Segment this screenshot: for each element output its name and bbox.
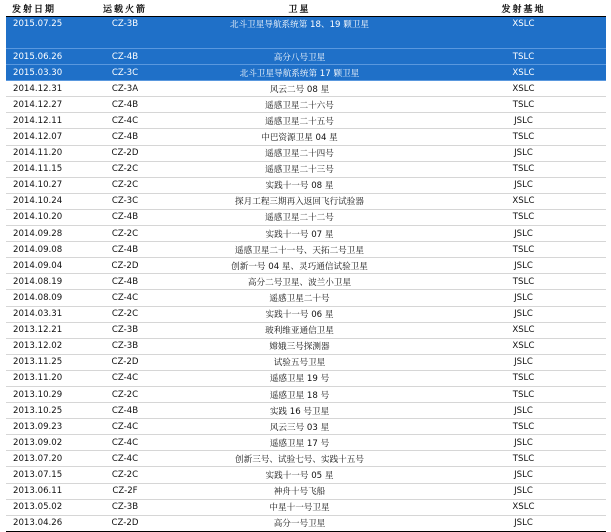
satellite-cell: 遥感卫星 17 号 [158,435,441,451]
date-cell: 2013.11.20 [6,370,92,386]
site-cell: JSLC [441,258,606,274]
date-cell: 2014.09.28 [6,226,92,242]
rocket-cell: CZ-4B [92,209,158,225]
satellite-text: 北斗卫星导航系统第 18、19 颗卫星 [229,20,370,30]
satellite-cell: 创新三号、试验七号、实践十五号 [158,451,441,467]
satellite-cell: 遥感卫星二十三号 [158,161,441,177]
rocket-cell: CZ-4B [92,242,158,258]
date-cell: 2015.06.26 [6,49,92,65]
site-cell: TSLC [441,419,606,435]
satellite-cell: 高分二号卫星、波兰小卫星 [158,274,441,290]
date-cell: 2013.05.02 [6,499,92,515]
satellite-cell: 遥感卫星 19 号 [158,370,441,386]
header-row [6,0,606,17]
table-row [6,193,606,209]
rocket-cell: CZ-4C [92,451,158,467]
site-cell: JSLC [441,306,606,322]
site-cell: TSLC [441,49,606,65]
rocket-cell: CZ-2D [92,515,158,531]
site-cell: XSLC [441,322,606,338]
table-row [6,322,606,338]
table-row [6,49,606,65]
satellite-cell: 遥感卫星二十一号、天拓二号卫星 [158,242,441,258]
satellite-cell: 遥感卫星 18 号 [158,386,441,402]
header-satellite: 卫星 [158,0,441,17]
date-cell: 2013.10.29 [6,386,92,402]
date-cell: 2014.12.11 [6,113,92,129]
date-cell: 2014.10.20 [6,209,92,225]
site-cell: XSLC [441,338,606,354]
date-cell: 2013.07.20 [6,451,92,467]
satellite-cell: 探月工程三期再入返回飞行试验器 [158,193,441,209]
rocket-cell: CZ-2D [92,145,158,161]
satellite-cell: 遥感卫星二十五号 [158,113,441,129]
table-row [6,226,606,242]
header-rocket: 运载火箭 [92,0,158,17]
satellite-cell: 风云二号 08 星 [158,81,441,97]
satellite-cell: 神舟十号飞船 [158,483,441,499]
rocket-cell: CZ-4C [92,419,158,435]
date-cell: 2014.12.07 [6,129,92,145]
date-cell: 2014.11.20 [6,145,92,161]
site-cell: XSLC [441,65,606,81]
table-row [6,177,606,193]
site-cell: TSLC [441,97,606,113]
table-row [6,467,606,483]
site-cell: XSLC [441,499,606,515]
date-cell: 2013.07.15 [6,467,92,483]
satellite-cell: 实践十一号 06 星 [158,306,441,322]
date-cell: 2015.07.25 [6,17,92,49]
rocket-cell: CZ-4C [92,435,158,451]
site-cell: JSLC [441,467,606,483]
satellite-cell: 遥感卫星二十二号 [158,209,441,225]
rocket-cell: CZ-3B [92,338,158,354]
satellite-cell: 遥感卫星二十四号 [158,145,441,161]
table-row [6,435,606,451]
table-row [6,17,606,49]
site-cell: JSLC [441,483,606,499]
satellite-cell: 风云三号 03 星 [158,419,441,435]
site-cell: JSLC [441,403,606,419]
site-cell: TSLC [441,129,606,145]
rocket-cell: CZ-4B [92,129,158,145]
table-row [6,338,606,354]
satellite-cell: 遥感卫星二十号 [158,290,441,306]
rocket-cell: CZ-3C [92,193,158,209]
site-cell: XSLC [441,193,606,209]
table-row [6,515,606,531]
table-row [6,354,606,370]
rocket-cell: CZ-4C [92,290,158,306]
satellite-cell: 中巴资源卫星 04 星 [158,129,441,145]
rocket-cell: CZ-4C [92,370,158,386]
site-cell: JSLC [441,113,606,129]
rocket-cell: CZ-2C [92,226,158,242]
site-cell: JSLC [441,226,606,242]
site-cell: TSLC [441,274,606,290]
table-row [6,81,606,97]
table-row [6,499,606,515]
rocket-cell: CZ-4B [92,49,158,65]
table-row [6,451,606,467]
table-row [6,113,606,129]
satellite-cell [158,17,441,49]
rocket-cell: CZ-2D [92,354,158,370]
date-cell: 2014.10.27 [6,177,92,193]
date-cell: 2013.10.25 [6,403,92,419]
date-cell: 2013.04.26 [6,515,92,531]
satellite-cell: 玻利维亚通信卫星 [158,322,441,338]
date-cell: 2014.09.04 [6,258,92,274]
date-cell: 2013.11.25 [6,354,92,370]
rocket-cell: CZ-2C [92,386,158,402]
rocket-cell: CZ-2C [92,161,158,177]
satellite-cell: 创新一号 04 星、灵巧通信试验卫星 [158,258,441,274]
rocket-cell: CZ-3A [92,81,158,97]
table-row [6,386,606,402]
rocket-cell: CZ-2D [92,258,158,274]
table-row [6,370,606,386]
table-row [6,97,606,113]
site-cell: XSLC [441,81,606,97]
table-row [6,306,606,322]
date-cell: 2014.11.15 [6,161,92,177]
date-cell: 2013.06.11 [6,483,92,499]
table-row [6,258,606,274]
satellite-cell: 中星十一号卫星 [158,499,441,515]
satellite-cell: 遥感卫星二十六号 [158,97,441,113]
table-row [6,274,606,290]
site-cell: TSLC [441,209,606,225]
rocket-cell: CZ-4C [92,113,158,129]
site-cell: JSLC [441,435,606,451]
header-date: 发射日期 [6,0,92,17]
site-cell: TSLC [441,386,606,402]
table-row [6,145,606,161]
date-cell: 2013.12.02 [6,338,92,354]
site-cell: TSLC [441,242,606,258]
table-row [6,65,606,81]
header-site: 发射基地 [441,0,606,17]
date-cell: 2014.08.19 [6,274,92,290]
rocket-cell: CZ-3B [92,17,158,49]
date-cell: 2013.09.02 [6,435,92,451]
rocket-cell: CZ-2C [92,306,158,322]
site-cell: JSLC [441,354,606,370]
table-row [6,483,606,499]
rocket-cell: CZ-3B [92,499,158,515]
rocket-cell: CZ-4B [92,403,158,419]
date-cell: 2014.12.27 [6,97,92,113]
site-cell: XSLC [441,17,606,49]
satellite-cell: 实践十一号 05 星 [158,467,441,483]
date-cell: 2015.03.30 [6,65,92,81]
date-cell: 2014.03.31 [6,306,92,322]
rocket-cell: CZ-2C [92,467,158,483]
date-cell: 2013.12.21 [6,322,92,338]
site-cell: JSLC [441,177,606,193]
table-row [6,161,606,177]
table-row [6,403,606,419]
site-cell: TSLC [441,451,606,467]
table-row [6,209,606,225]
date-cell: 2014.10.24 [6,193,92,209]
site-cell: JSLC [441,145,606,161]
satellite-cell: 实践 16 号卫星 [158,403,441,419]
date-cell: 2014.09.08 [6,242,92,258]
date-cell: 2013.09.23 [6,419,92,435]
site-cell: TSLC [441,370,606,386]
table-body [6,17,606,532]
satellite-cell: 实践十一号 08 星 [158,177,441,193]
satellite-cell: 北斗卫星导航系统第 17 颗卫星 [158,65,441,81]
rocket-cell: CZ-4B [92,97,158,113]
satellite-cell: 高分一号卫星 [158,515,441,531]
date-cell: 2014.08.09 [6,290,92,306]
rocket-cell: CZ-3C [92,65,158,81]
rocket-cell: CZ-2F [92,483,158,499]
site-cell: JSLC [441,290,606,306]
launch-table [6,0,606,532]
satellite-cell: 嫦娥三号探测器 [158,338,441,354]
rocket-cell: CZ-4B [92,274,158,290]
satellite-cell: 实践十一号 07 星 [158,226,441,242]
site-cell: TSLC [441,161,606,177]
table-row [6,290,606,306]
table-row [6,242,606,258]
satellite-cell: 高分八号卫星 [158,49,441,65]
satellite-cell: 试验五号卫星 [158,354,441,370]
table-row [6,419,606,435]
table-row [6,129,606,145]
rocket-cell: CZ-3B [92,322,158,338]
rocket-cell: CZ-2C [92,177,158,193]
date-cell: 2014.12.31 [6,81,92,97]
site-cell: JSLC [441,515,606,531]
